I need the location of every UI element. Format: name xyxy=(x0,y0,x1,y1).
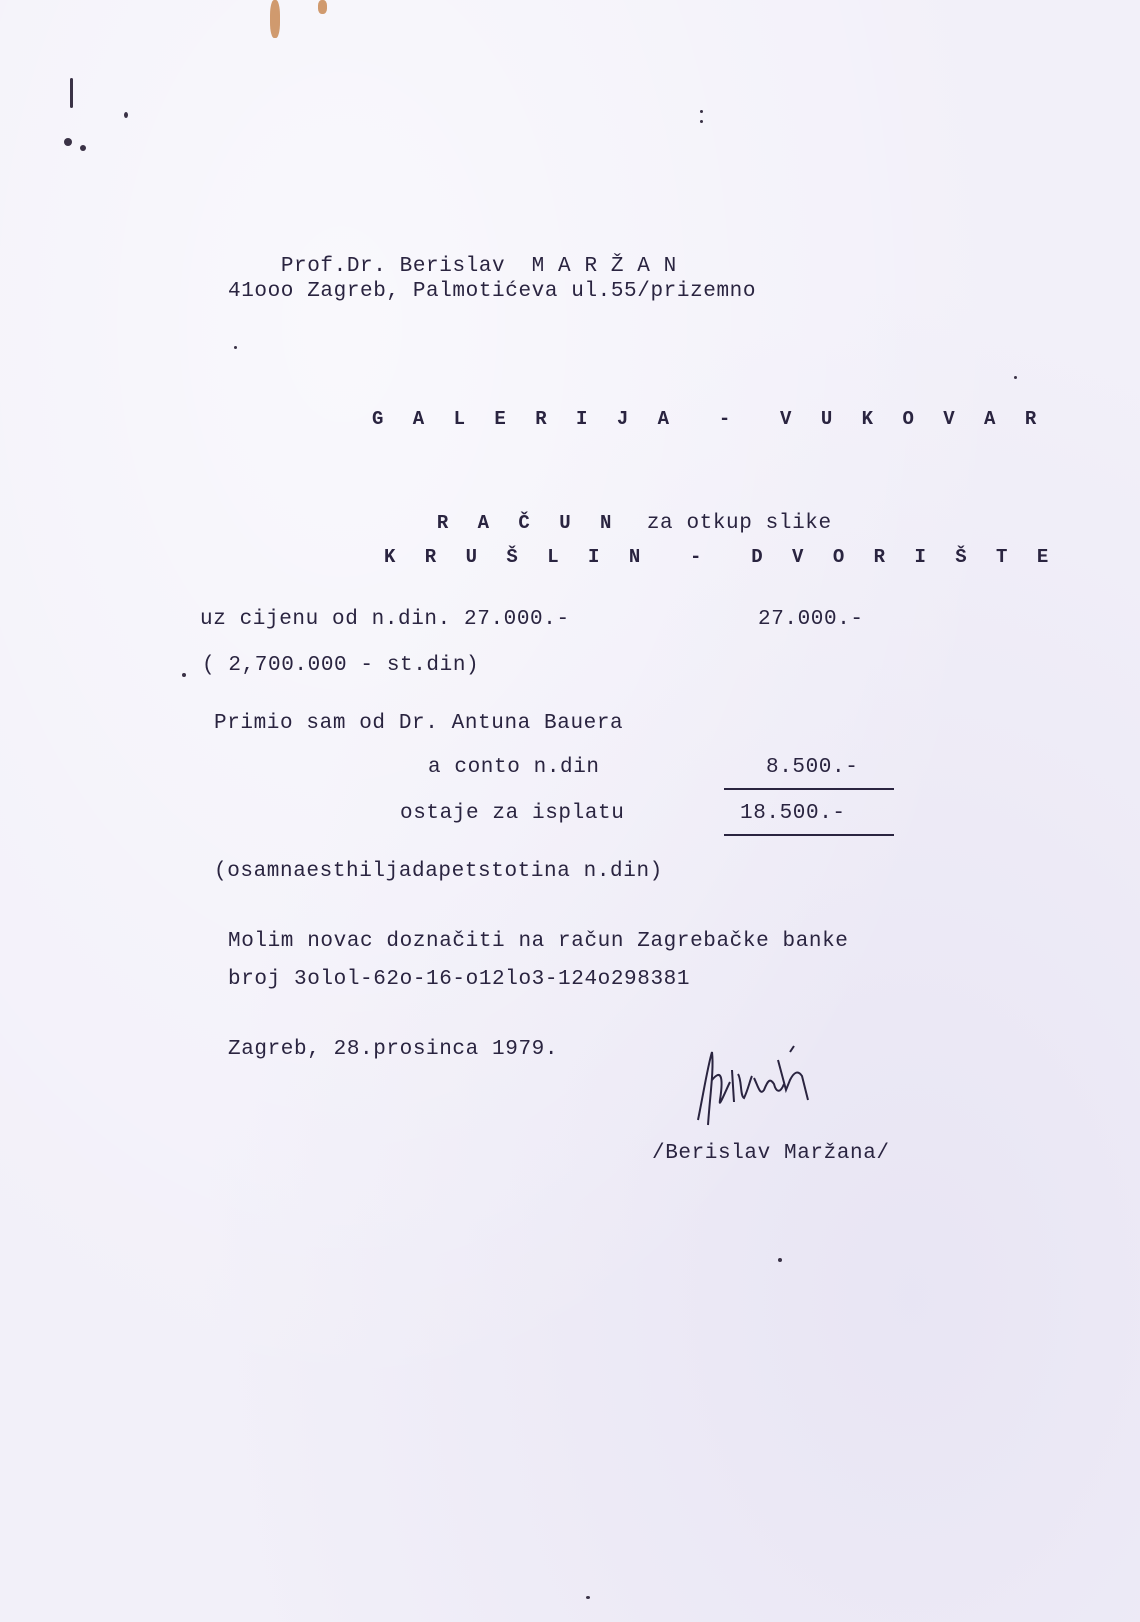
received-text: Primio sam od Dr. Antuna Bauera xyxy=(214,712,624,735)
gallery-heading: G A L E R I J A - V U K O V A R xyxy=(372,408,1046,430)
paper-speck xyxy=(700,110,703,113)
paper-speck xyxy=(778,1258,782,1262)
remaining-words: (osamnaesthiljadapetstotina n.din) xyxy=(214,860,663,883)
paper-stain xyxy=(318,0,327,14)
remaining-underline xyxy=(724,834,894,836)
paper-speck xyxy=(182,673,186,677)
invoice-word: R A Č U N xyxy=(436,512,621,534)
payment-line-1: Molim novac doznačiti na račun Zagrebačke banke xyxy=(228,930,849,953)
invoice-rest: za otkup slike xyxy=(646,512,832,535)
advance-label: a conto n.din xyxy=(428,756,600,779)
paper-speck xyxy=(234,346,237,349)
advance-underline xyxy=(724,788,894,790)
paper-stain xyxy=(270,0,280,38)
paper-speck xyxy=(64,138,72,146)
old-dinar-text: ( 2,700.000 - st.din) xyxy=(202,654,480,677)
place-date: Zagreb, 28.prosinca 1979. xyxy=(228,1038,559,1061)
sender-name-prefix: Prof.Dr. Berislav xyxy=(280,255,506,278)
sender-surname: M A R Ž A N xyxy=(531,255,677,278)
price-text: uz cijenu od n.din. 27.000.- xyxy=(200,608,570,631)
price-value: 27.000.- xyxy=(758,608,864,631)
sender-address: 41ooo Zagreb, Palmotićeva ul.55/prizemno xyxy=(228,280,757,303)
handwritten-signature xyxy=(690,1040,820,1135)
advance-value: 8.500.- xyxy=(766,756,859,779)
paper-speck xyxy=(586,1596,590,1599)
paper-speck xyxy=(124,112,128,118)
paper-speck xyxy=(1014,376,1017,379)
signature-name: /Berislav Maržana/ xyxy=(652,1142,890,1165)
paper-speck xyxy=(80,145,86,151)
remaining-value: 18.500.- xyxy=(740,802,846,825)
remaining-label: ostaje za isplatu xyxy=(400,802,625,825)
paper-speck xyxy=(70,78,73,108)
payment-line-2: broj 3olol-62o-16-o12lo3-124o298381 xyxy=(228,968,691,991)
paper-speck xyxy=(700,120,703,123)
painting-title: K R U Š L I N - D V O R I Š T E xyxy=(384,546,1058,568)
